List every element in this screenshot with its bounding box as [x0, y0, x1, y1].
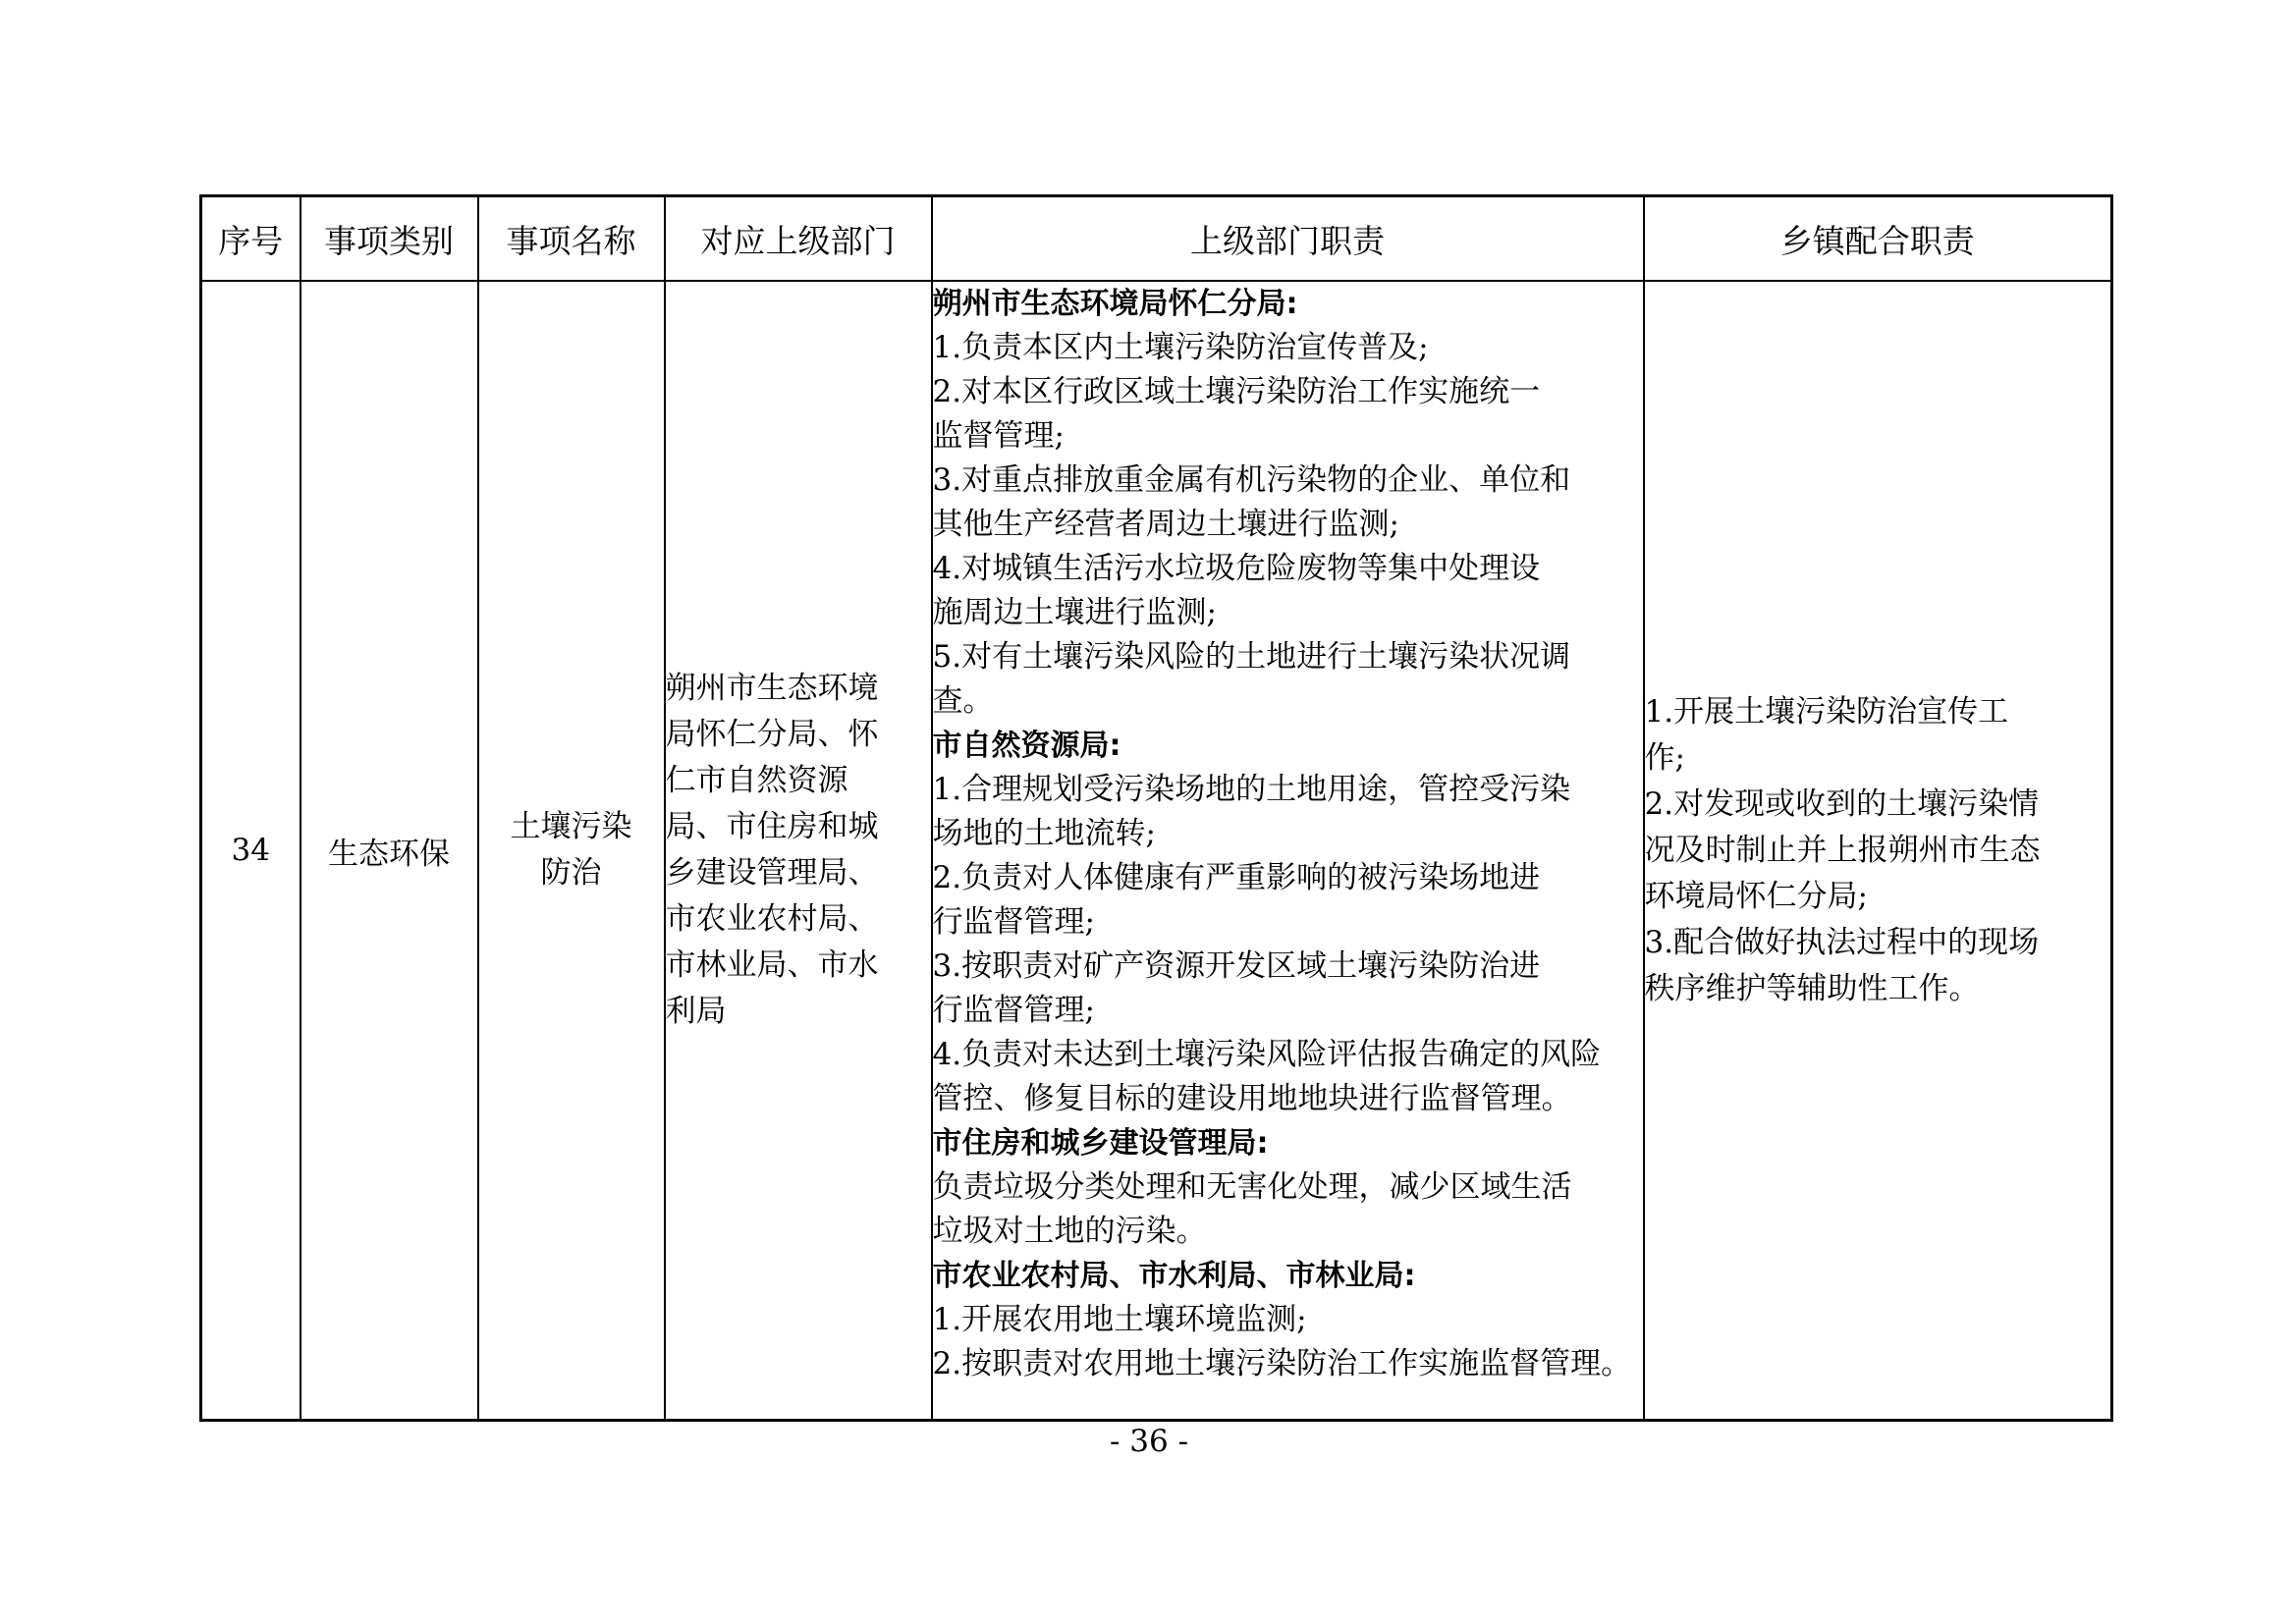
- cell-category: 生态环保: [301, 281, 478, 1421]
- header-superior-dept: 对应上级部门: [665, 196, 932, 282]
- header-town-duty: 乡镇配合职责: [1644, 196, 2112, 282]
- dept-line: 乡建设管理局、: [665, 855, 879, 891]
- dept-line: 仁市自然资源: [665, 763, 848, 798]
- cell-item-name: [478, 281, 665, 1421]
- dept-line: 利局: [665, 994, 727, 1029]
- duty-line: 2.对本区行政区域土壤污染防治工作实施统一: [932, 374, 1541, 409]
- duty-line: 查。: [932, 683, 994, 719]
- duty-line: 1.合理规划受污染场地的土地用途，管控受污染: [932, 772, 1571, 807]
- duty-line: 1.开展农用地土壤环境监测;: [932, 1302, 1307, 1337]
- duty-line: 4.对城镇生活污水垃圾危险废物等集中处理设: [932, 551, 1541, 586]
- cell-superior-duty: [932, 281, 1644, 1421]
- duty-section-heading: 市自然资源局:: [932, 729, 1121, 763]
- name-line: 土壤污染: [510, 809, 632, 844]
- duty-section-heading: 朔州市生态环境局怀仁分局:: [932, 287, 1298, 321]
- town-line: 秩序维护等辅助性工作。: [1644, 970, 1980, 1006]
- page-number: - 36 -: [1109, 1424, 1189, 1459]
- duty-line: 4.负责对未达到土壤污染风险评估报告确定的风险: [932, 1037, 1602, 1072]
- town-line: 1.开展土壤污染防治宣传工: [1644, 693, 2009, 730]
- duty-section-heading: 市农业农村局、市水利局、市林业局:: [932, 1259, 1416, 1293]
- duty-line: 垃圾对土地的污染。: [932, 1214, 1207, 1249]
- town-line: 2.对发现或收到的土壤污染情: [1644, 785, 2040, 822]
- duty-line: 场地的土地流转;: [932, 816, 1156, 851]
- duty-section-heading: 市住房和城乡建设管理局:: [932, 1126, 1269, 1161]
- duty-line: 监督管理;: [932, 418, 1065, 454]
- town-line: 况及时制止并上报朔州市生态: [1644, 832, 2041, 868]
- town-line: 3.配合做好执法过程中的现场: [1644, 924, 2040, 960]
- header-row: [201, 196, 2112, 282]
- town-line: 环境局怀仁分局;: [1644, 878, 1868, 914]
- header-superior-duty: 上级部门职责: [932, 196, 1644, 282]
- duty-line: 1.负责本区内土壤污染防治宣传普及;: [932, 330, 1429, 365]
- duty-line: 行监督管理;: [932, 993, 1095, 1028]
- dept-line: 局怀仁分局、怀: [665, 717, 879, 752]
- duty-line: 2.负责对人体健康有严重影响的被污染场地进: [932, 860, 1541, 895]
- cell-superior-dept: [665, 281, 932, 1421]
- cell-town-duty: [1644, 281, 2112, 1421]
- dept-line: 市农业农村局、: [665, 901, 879, 937]
- duty-line: 2.按职责对农用地土壤污染防治工作实施监督管理。: [932, 1346, 1632, 1381]
- duty-table: [199, 194, 2113, 1422]
- header-item-name: 事项名称: [478, 196, 665, 282]
- name-line: 防治: [540, 855, 602, 891]
- duty-line: 施周边土壤进行监测;: [932, 595, 1217, 630]
- duty-line: 5.对有土壤污染风险的土地进行土壤污染状况调: [932, 639, 1571, 675]
- duty-line: 其他生产经营者周边土壤进行监测;: [932, 507, 1399, 542]
- header-category: 事项类别: [301, 196, 478, 282]
- dept-line: 局、市住房和城: [665, 809, 879, 844]
- cell-number: 34: [201, 281, 301, 1421]
- duty-line: 3.对重点排放重金属有机污染物的企业、单位和: [932, 462, 1571, 498]
- dept-line: 市林业局、市水: [665, 947, 879, 983]
- header-number: 序号: [201, 196, 301, 282]
- dept-line: 朔州市生态环境: [665, 671, 879, 706]
- duty-line: 管控、修复目标的建设用地地块进行监督管理。: [932, 1081, 1572, 1116]
- duty-line: 行监督管理;: [932, 904, 1095, 940]
- town-line: 作;: [1644, 739, 1685, 776]
- duty-line: 负责垃圾分类处理和无害化处理，减少区域生活: [932, 1169, 1572, 1205]
- table-row: [201, 281, 2112, 1421]
- duty-line: 3.按职责对矿产资源开发区域土壤污染防治进: [932, 948, 1541, 984]
